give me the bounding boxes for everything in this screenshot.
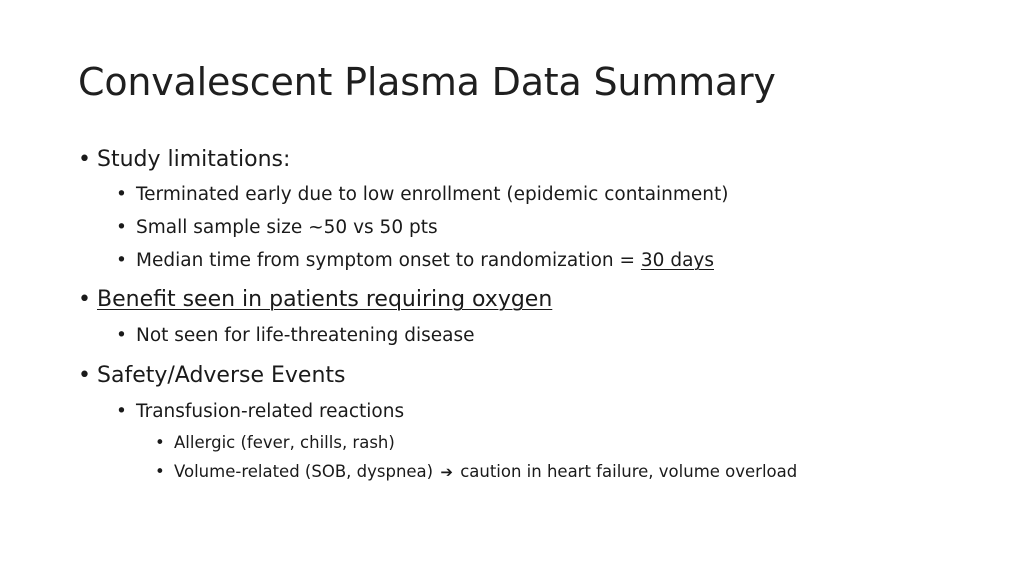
bullet-dot-icon: • — [155, 462, 165, 481]
bullet-benefit — [78, 287, 552, 312]
sub-sub-bullet-allergic — [78, 433, 395, 452]
sub-bullet-sample-size — [78, 217, 438, 238]
bullet-text: Safety/Adverse Events — [97, 363, 346, 388]
median-time-value: 30 days — [640, 250, 714, 271]
bullet-text: Terminated early due to low enrollment (epidemic containment) — [136, 184, 729, 205]
sub-bullet-not-seen — [78, 325, 474, 346]
sub-bullet-median-time — [78, 250, 714, 271]
sub-sub-bullet-volume — [78, 462, 797, 481]
bullet-dot-icon: • — [116, 217, 127, 238]
bullet-text: Benefit seen in patients requiring oxygen — [97, 287, 553, 312]
slide-title: Convalescent Plasma Data Summary — [78, 60, 776, 104]
sub-bullet-terminated — [78, 184, 729, 205]
bullet-text: Small sample size ~50 vs 50 pts — [136, 217, 438, 238]
bullet-dot-icon: • — [78, 363, 91, 388]
bullet-dot-icon: • — [155, 433, 165, 452]
bullet-text: Study limitations: — [97, 147, 291, 172]
bullet-dot-icon: • — [78, 287, 91, 312]
bullet-dot-icon: • — [116, 184, 127, 205]
bullet-text: Not seen for life-threatening disease — [136, 325, 475, 346]
bullet-text: Median time from symptom onset to randomization = — [136, 250, 641, 271]
bullet-text: Allergic (fever, chills, rash) — [174, 433, 395, 452]
bullet-dot-icon: • — [78, 147, 91, 172]
bullet-text: Volume-related (SOB, dyspnea) — [174, 462, 434, 481]
bullet-dot-icon: • — [116, 325, 127, 346]
bullet-dot-icon: • — [116, 250, 127, 271]
arrow-right-icon: ➔ — [440, 463, 453, 481]
sub-bullet-transfusion — [78, 401, 404, 422]
bullet-safety — [78, 363, 346, 388]
bullet-text: Transfusion-related reactions — [136, 401, 405, 422]
bullet-dot-icon: • — [116, 401, 127, 422]
bullet-study-limitations — [78, 147, 290, 172]
bullet-text-suffix: caution in heart failure, volume overload — [460, 462, 798, 481]
